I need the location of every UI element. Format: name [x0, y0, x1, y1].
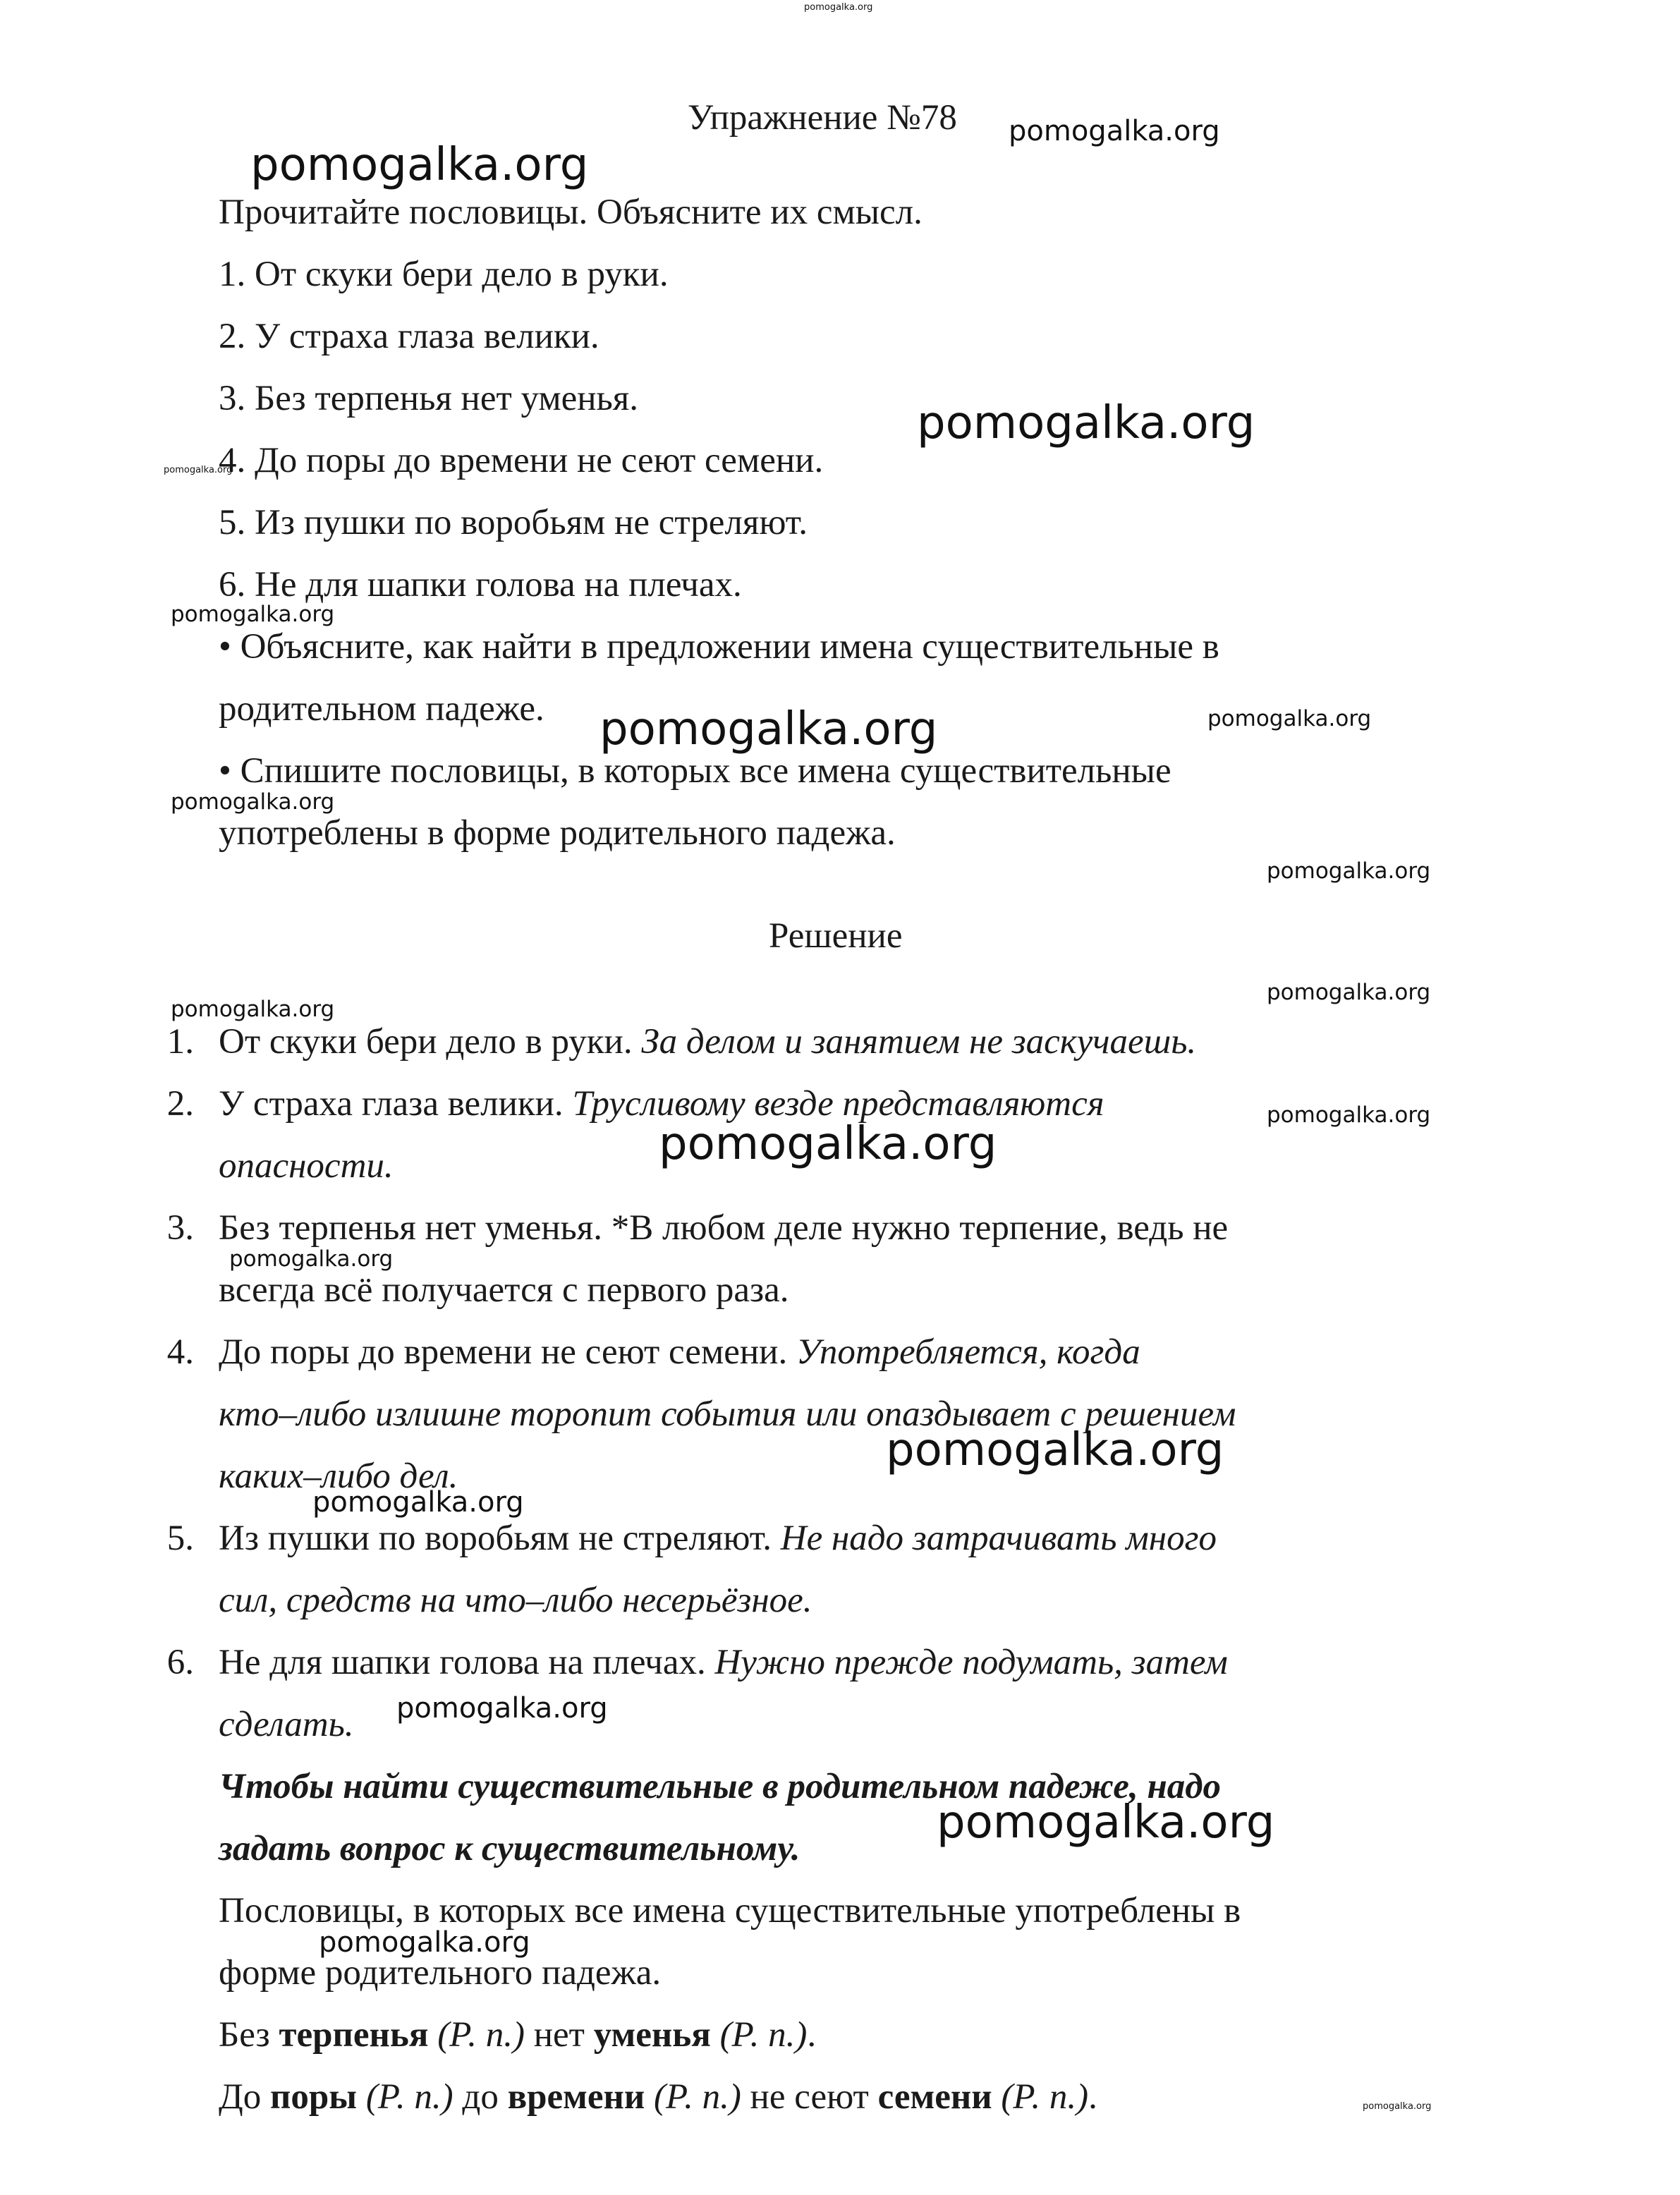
solution-item-number: 1.	[166, 1022, 194, 1062]
watermark: pomogalka.org	[1267, 1102, 1431, 1128]
solution-item-number: 5.	[166, 1519, 194, 1558]
solution-meaning: Трусливому везде представляются	[572, 1084, 1104, 1124]
answer-intro-line-2: форме родительного падежа.	[219, 1953, 662, 1993]
watermark: pomogalka.org	[396, 1692, 608, 1725]
rule-text: задать вопрос к существительному.	[219, 1829, 801, 1868]
solution-item-number: 3.	[166, 1208, 194, 1248]
proverb-6: 6. Не для шапки голова на плечах.	[219, 565, 742, 604]
genitive-noun: уменья	[593, 2015, 711, 2055]
task-bullet-1-line-2: родительном падеже.	[219, 689, 544, 729]
task-bullet-2-line-2: употреблены в форме родительного падежа.	[219, 813, 896, 853]
solution-proverb: Без терпенья нет уменья.	[219, 1208, 603, 1248]
word: Без	[219, 2015, 270, 2055]
watermark: pomogalka.org	[229, 1246, 394, 1272]
watermark: pomogalka.org	[171, 602, 335, 627]
watermark: pomogalka.org	[164, 465, 233, 475]
solution-item-6-cont	[219, 1707, 354, 1743]
watermark: pomogalka.org	[1009, 115, 1220, 147]
case-label: (Р. п.)	[719, 2015, 808, 2055]
case-label: (Р. п.)	[654, 2077, 741, 2117]
watermark: pomogalka.org	[1267, 980, 1431, 1005]
rule-text: Чтобы найти существительные в родительном падеже, надо	[219, 1767, 1222, 1806]
answer-proverb-1	[219, 2017, 816, 2053]
solution-proverb: Не для шапки голова на плечах.	[219, 1643, 706, 1682]
word: не сеют	[750, 2077, 869, 2117]
solution-proverb: У страха глаза велики.	[219, 1084, 564, 1124]
proverb-4: 4. До поры до времени не сеют семени.	[219, 441, 824, 480]
watermark: pomogalka.org	[917, 397, 1255, 449]
watermark: pomogalka.org	[319, 1926, 530, 1959]
watermark: pomogalka.org	[599, 703, 938, 755]
answer-intro-line-1: Пословицы, в которых все имена существительные употреблены в	[219, 1891, 1241, 1930]
watermark: pomogalka.org	[171, 997, 335, 1022]
task-bullet-1-line-1: • Объясните, как найти в предложении имена существительные в	[219, 627, 1219, 667]
watermark: pomogalka.org	[804, 2, 873, 13]
solution-meaning: За делом и занятием не заскучаешь.	[641, 1022, 1197, 1062]
solution-proverb: До поры до времени не сеют семени.	[219, 1332, 788, 1372]
proverb-1: 1. От скуки бери дело в руки.	[219, 255, 669, 294]
solution-meaning: опасности.	[219, 1146, 394, 1186]
word: до	[462, 2077, 499, 2117]
watermark: pomogalka.org	[937, 1796, 1275, 1849]
solution-item-number: 6.	[166, 1643, 194, 1682]
solution-item-4	[219, 1334, 1140, 1370]
genitive-noun: семени	[877, 2077, 992, 2117]
solution-meaning: сил, средств на что–либо несерьёзное.	[219, 1581, 812, 1620]
proverb-3: 3. Без терпенья нет уменья.	[219, 379, 639, 418]
solution-item-6	[219, 1645, 1228, 1681]
proverb-5: 5. Из пушки по воробьям не стреляют.	[219, 503, 808, 542]
solution-item-5	[219, 1521, 1217, 1557]
watermark: pomogalka.org	[1363, 2101, 1432, 2112]
period: .	[807, 2015, 817, 2055]
solution-item-2-cont	[219, 1148, 394, 1184]
watermark: pomogalka.org	[886, 1424, 1224, 1476]
case-label: (Р. п.)	[365, 2077, 454, 2117]
word: До	[219, 2077, 262, 2117]
watermark: pomogalka.org	[312, 1486, 524, 1519]
solution-title: Решение	[769, 916, 903, 956]
solution-item-number: 2.	[166, 1084, 194, 1124]
solution-proverb: От скуки бери дело в руки.	[219, 1022, 633, 1062]
genitive-noun: поры	[270, 2077, 358, 2117]
solution-item-2	[219, 1086, 1104, 1122]
solution-proverb: Из пушки по воробьям не стреляют.	[219, 1519, 772, 1558]
solution-meaning: Нужно прежде подумать, затем	[714, 1643, 1228, 1682]
watermark: pomogalka.org	[659, 1118, 997, 1170]
watermark: pomogalka.org	[250, 139, 589, 191]
task-instruction: Прочитайте пословицы. Объясните их смысл.	[219, 193, 923, 232]
page-title: Упражнение №78	[688, 98, 957, 138]
task-bullet-2-line-1: • Спишите пословицы, в которых все имена существительные	[219, 751, 1171, 791]
watermark: pomogalka.org	[171, 789, 335, 815]
solution-item-5-cont	[219, 1583, 812, 1619]
solution-meaning: Не надо затрачивать много	[780, 1519, 1217, 1558]
case-label: (Р. п.)	[437, 2015, 525, 2055]
proverb-2: 2. У страха глаза велики.	[219, 317, 599, 356]
word: нет	[533, 2015, 585, 2055]
solution-item-3	[219, 1210, 1228, 1246]
genitive-noun: терпенья	[279, 2015, 429, 2055]
case-label: (Р. п.)	[1001, 2077, 1089, 2117]
solution-item-1	[219, 1024, 1196, 1060]
solution-item-3-cont: всегда всё получается с первого раза.	[219, 1270, 789, 1310]
solution-meaning: Употребляется, когда	[796, 1332, 1140, 1372]
answer-proverb-2	[219, 2079, 1097, 2115]
period: .	[1088, 2077, 1097, 2117]
solution-meaning: каких–либо дел.	[219, 1457, 458, 1496]
rule-line-2	[219, 1831, 801, 1867]
genitive-noun: времени	[507, 2077, 645, 2117]
solution-meaning: кто–либо излишне торопит события или опаздывает с решением	[219, 1394, 1236, 1434]
watermark: pomogalka.org	[1267, 858, 1431, 884]
solution-item-number: 4.	[166, 1332, 194, 1372]
solution-meaning: сделать.	[219, 1705, 354, 1744]
solution-meaning: *В любом деле нужно терпение, ведь не	[611, 1208, 1229, 1248]
watermark: pomogalka.org	[1207, 706, 1372, 731]
